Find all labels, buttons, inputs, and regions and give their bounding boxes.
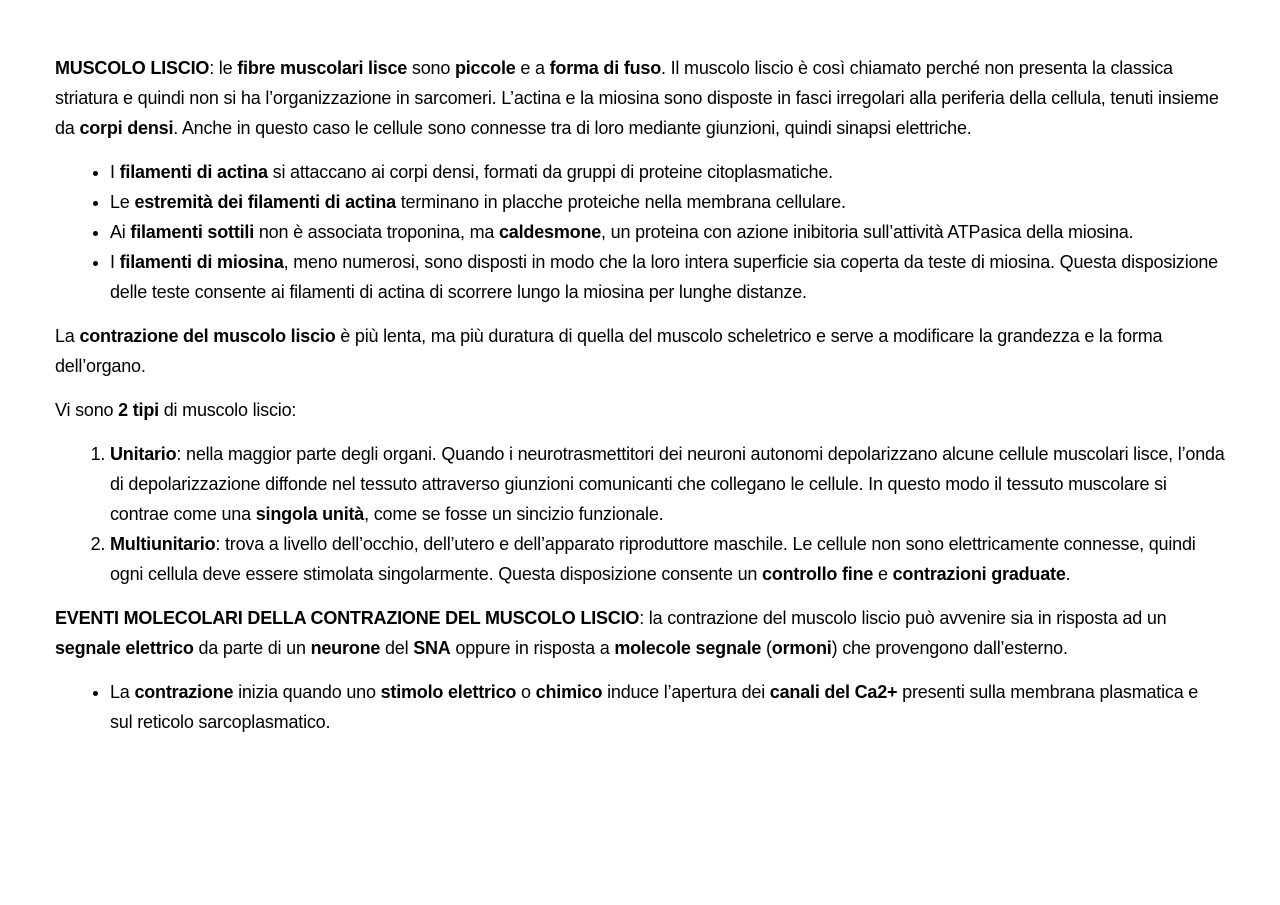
text-run: si attaccano ai corpi densi, formati da gruppi di proteine citoplasmatiche. <box>267 162 833 182</box>
bold-term: stimolo elettrico <box>380 682 517 702</box>
bold-term: contrazione del muscolo liscio <box>79 326 336 346</box>
text-run: La <box>55 326 80 346</box>
bold-term: contrazione <box>134 682 234 702</box>
text-run: : le <box>209 58 238 78</box>
text-run: è più lenta, ma più duratura di quella del muscolo scheletrico e serve a modificare la grandezza e la forma dell’organo. <box>55 326 1163 376</box>
paragraph-tipi <box>55 395 1225 425</box>
text-run: e <box>873 564 893 584</box>
text-run: , un proteina con azione inibitoria sull’attività ATPasica della miosina. <box>601 222 1134 242</box>
text-run: , meno numerosi, sono disposti in modo che la loro intera superficie sia coperta da teste di miosina. Questa disposizione delle teste consente ai filamenti di actina di scorrere lungo la miosina per lunghe distanze. <box>110 252 1218 302</box>
bold-term: piccole <box>454 58 516 78</box>
bullet-list-contrazione <box>55 677 1225 737</box>
heading-eventi-molecolari: EVENTI MOLECOLARI DELLA CONTRAZIONE DEL MUSCOLO LISCIO <box>55 608 640 628</box>
text-run: : trova a livello dell’occhio, dell’utero e dell’apparato riproduttore maschile. Le cellule non sono elettricamente connesse, quindi ogni cellula deve essere stimolata singolarmente. Questa disposizione consente un <box>110 534 1196 584</box>
text-run: da parte di un <box>193 638 311 658</box>
bold-term: Multiunitario <box>110 534 216 554</box>
list-item <box>110 187 1225 217</box>
bold-term: neurone <box>310 638 381 658</box>
document-page <box>55 53 1225 751</box>
bullet-list-filamenti <box>55 157 1225 307</box>
list-item <box>110 439 1225 529</box>
text-run: oppure in risposta a <box>450 638 615 658</box>
list-item <box>110 217 1225 247</box>
heading-muscolo-liscio: MUSCOLO LISCIO <box>55 58 210 78</box>
text-run: o <box>516 682 536 702</box>
bold-term: caldesmone <box>499 222 602 242</box>
text-run: Ai <box>110 222 131 242</box>
bold-term: SNA <box>413 638 451 658</box>
paragraph-muscolo-liscio <box>55 53 1225 143</box>
bold-term: canali del Ca2+ <box>769 682 898 702</box>
text-run: Le <box>110 192 135 212</box>
bold-term: corpi densi <box>79 118 174 138</box>
text-run: e a <box>515 58 550 78</box>
text-run: ) che provengono dall’esterno. <box>831 638 1068 658</box>
text-run: non è associata troponina, ma <box>254 222 499 242</box>
bold-term: contrazioni graduate <box>892 564 1066 584</box>
list-item <box>110 247 1225 307</box>
text-run: , come se fosse un sincizio funzionale. <box>364 504 664 524</box>
text-run: del <box>380 638 414 658</box>
bold-term: fibre muscolari lisce <box>237 58 408 78</box>
bold-term: controllo fine <box>762 564 874 584</box>
list-item <box>110 157 1225 187</box>
bold-term: filamenti di actina <box>119 162 268 182</box>
text-run: La <box>110 682 135 702</box>
text-run: terminano in placche proteiche nella membrana cellulare. <box>395 192 846 212</box>
paragraph-contrazione <box>55 321 1225 381</box>
text-run: Vi sono <box>55 400 119 420</box>
bold-term: forma di fuso <box>549 58 662 78</box>
text-run: induce l’apertura dei <box>602 682 770 702</box>
text-run: : nella maggior parte degli organi. Quando i neurotrasmettitori dei neuroni autonomi depolarizzano alcune cellule muscolari lisce, l’onda di depolarizzazione diffonde nel tessuto attraverso giunzioni comunicanti che collegano le cellule. In questo modo il tessuto muscolare si contrae come una <box>110 444 1225 524</box>
list-item <box>110 677 1225 737</box>
numbered-list-tipi <box>55 439 1225 589</box>
text-run: . Il muscolo liscio è così chiamato perché non presenta la classica striatura e quindi non si ha l’organizzazione in sarcomeri. L’actina e la miosina sono disposte in fasci irregolari alla periferia della cellula, tenuti insieme da <box>55 58 1219 138</box>
bold-term: singola unità <box>255 504 365 524</box>
text-run: sono <box>407 58 455 78</box>
text-run: di muscolo liscio: <box>158 400 297 420</box>
list-item <box>110 529 1225 589</box>
bold-term: molecole segnale <box>614 638 762 658</box>
bold-term: filamenti sottili <box>130 222 255 242</box>
text-run: I <box>110 162 120 182</box>
bold-term: filamenti di miosina <box>119 252 284 272</box>
paragraph-eventi-molecolari <box>55 603 1225 663</box>
text-run: ( <box>761 638 772 658</box>
bold-term: 2 tipi <box>118 400 159 420</box>
text-run: presenti sulla membrana plasmatica e sul reticolo sarcoplasmatico. <box>110 682 1199 732</box>
text-run: . <box>1065 564 1071 584</box>
bold-term: ormoni <box>771 638 832 658</box>
bold-term: segnale elettrico <box>55 638 194 658</box>
text-run: I <box>110 252 120 272</box>
bold-term: Unitario <box>110 444 177 464</box>
text-run: . Anche in questo caso le cellule sono connesse tra di loro mediante giunzioni, quindi sinapsi elettriche. <box>173 118 972 138</box>
bold-term: estremità dei filamenti di actina <box>134 192 396 212</box>
bold-term: chimico <box>535 682 603 702</box>
text-run: inizia quando uno <box>233 682 381 702</box>
text-run: : la contrazione del muscolo liscio può avvenire sia in risposta ad un <box>639 608 1167 628</box>
